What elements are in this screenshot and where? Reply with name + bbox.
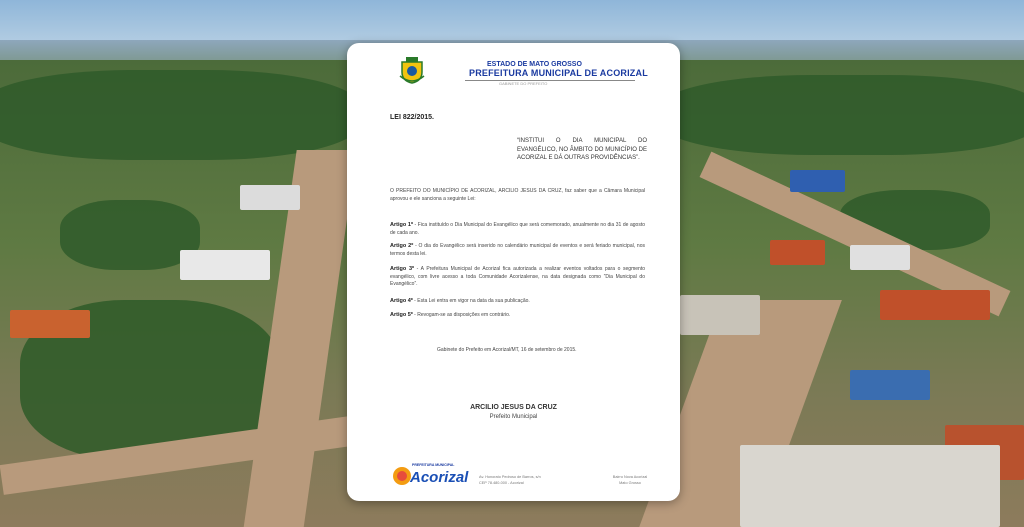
address-line: Mato Grosso [619,481,641,485]
state-name: ESTADO DE MATO GROSSO [487,61,582,68]
header-divider [465,80,635,81]
law-document [347,43,680,501]
building [790,170,845,192]
building [740,445,1000,527]
building [850,245,910,270]
prefeitura-name: PREFEITURA MUNICIPAL DE ACORIZAL [469,68,648,78]
tree-area [60,200,200,270]
signer-name: ARCILIO JESUS DA CRUZ [470,404,557,411]
article-3 [390,266,645,289]
header-subtitle: GABINETE DO PREFEITO [499,81,548,86]
building [680,295,760,335]
building [180,250,270,280]
building [880,290,990,320]
address-line: Bairro Nova Acorizal [612,475,648,479]
logo-text: Acorizal [410,469,469,486]
article-text: - Revogam-se as disposições em contrário. [412,312,511,318]
article-text: - Esta Lei entra em vigor na data da sua publicação. [412,298,530,304]
article-label: Artigo 5º [390,312,413,318]
article-label: Artigo 1º [390,222,413,228]
building [10,310,90,338]
signer-title: Prefeito Municipal [489,414,538,420]
article-text: - Fica instituído o Dia Municipal do Evangélico que será comemorado, anualmente no dia 31 de agosto de cada ano. [390,222,645,236]
footer-address [479,474,569,486]
tree-area [660,75,1024,155]
address-line: Av. Honorato Pedroso de Barros, s/n [479,475,541,479]
article-text: - A Prefeitura Municipal de Acorizal fica autorizada a realizar eventos voltados para o segmento evangélico, com livre acesso a toda Comunidade Acorizalense, na data designada como “Dia Municipal do Evangélico”. [390,266,645,287]
article-label: Artigo 3º [390,266,415,272]
municipal-crest-icon [399,56,425,84]
building [240,185,300,210]
law-number: LEI 822/2015. [390,114,434,121]
article-text: - O dia do Evangélico será inserido no calendário municipal de eventos e será feriado municipal, nos termos desta lei. [390,243,645,257]
preamble: O PREFEITO DO MUNICÍPIO DE ACORIZAL, ARCILIO JESUS DA CRUZ, faz saber que a Câmara Municipal aprovou e ele sanciona a seguinte Lei: [390,188,645,202]
law-summary: “INSTITUI O DIA MUNICIPAL DO EVANGÉLICO, NO ÂMBITO DO MUNICÍPIO DE ACORIZAL E DÁ OUTRAS PROVIDÊNCIAS”. [517,138,647,161]
article-label: Artigo 2º [390,243,414,249]
tree-area [0,70,360,160]
article-4 [390,298,645,306]
building [770,240,825,265]
acorizal-logo [392,463,477,489]
article-label: Artigo 4º [390,298,413,304]
building [850,370,930,400]
logo-small-text: PREFEITURA MUNICIPAL [412,463,455,467]
footer-address-2 [595,474,665,486]
sun-logo-icon [392,466,412,486]
place-date: Gabinete do Prefeito em Acorizal/MT, 16 de setembro de 2015. [437,347,577,353]
article-2 [390,243,645,258]
article-1 [390,222,645,237]
address-line: CEP 78.480-000 - Acorizal [479,481,524,485]
article-5 [390,312,645,320]
